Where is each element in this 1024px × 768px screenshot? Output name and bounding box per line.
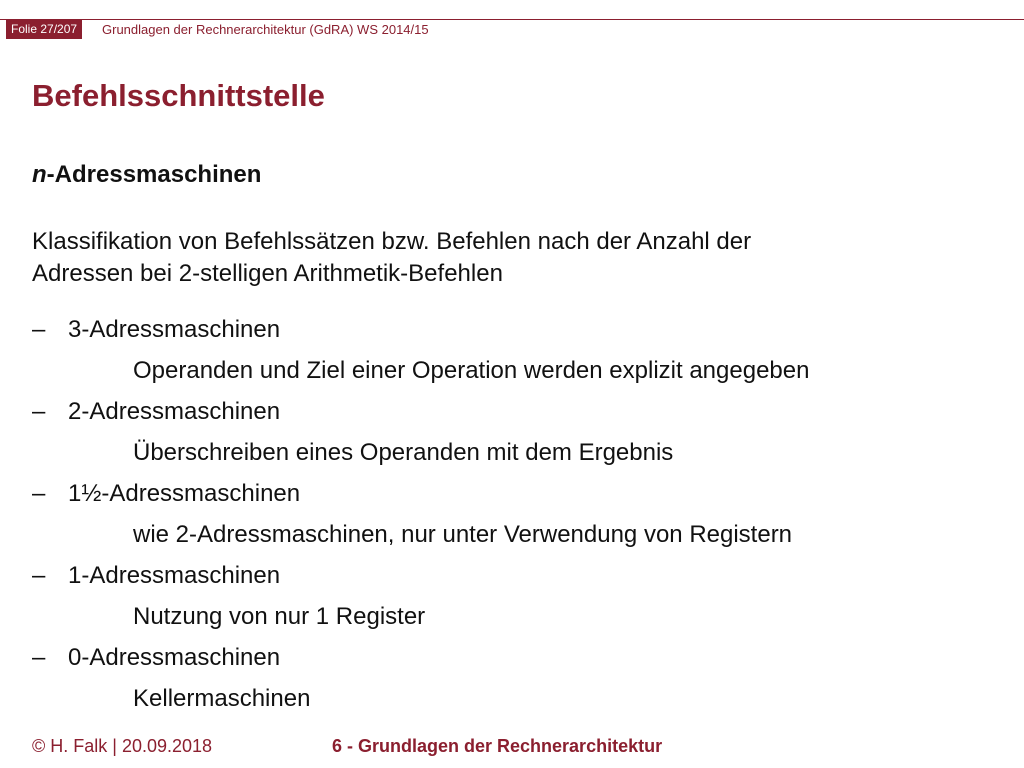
list-item-title	[32, 642, 992, 683]
machine-type-list	[32, 314, 992, 724]
intro-paragraph	[32, 226, 932, 290]
list-item-description: Kellermaschinen	[133, 685, 311, 712]
list-item-description: Operanden und Ziel einer Operation werden explizit angegeben	[133, 357, 810, 384]
course-title: Grundlagen der Rechnerarchitektur (GdRA) WS 2014/15	[102, 22, 429, 37]
header-rule	[0, 19, 1024, 20]
list-item-title	[32, 396, 992, 437]
footer-author-date: © H. Falk | 20.09.2018	[32, 736, 213, 756]
intro-line-2: Adressen bei 2-stelligen Arithmetik-Befehlen	[32, 260, 503, 287]
slide-subheading	[32, 160, 261, 190]
list-bullet-dash: –	[32, 316, 46, 343]
footer-chapter: 6 - Grundlagen der Rechnerarchitektur	[332, 736, 663, 756]
list-item-label: 2-Adressmaschinen	[68, 398, 281, 425]
list-item-1-address	[32, 560, 992, 642]
intro-line-1: Klassifikation von Befehlssätzen bzw. Befehlen nach der Anzahl der	[32, 228, 752, 255]
list-item-label: 3-Adressmaschinen	[68, 316, 281, 343]
list-bullet-dash: –	[32, 562, 46, 589]
list-bullet-dash: –	[32, 644, 46, 671]
page-title: Befehlsschnittstelle	[32, 78, 325, 113]
list-item-1-5-address	[32, 478, 992, 560]
slide-number-badge: Folie 27/207	[6, 19, 82, 39]
list-item-title	[32, 560, 992, 601]
list-item-label: 1½-Adressmaschinen	[68, 480, 301, 507]
list-item-3-address	[32, 314, 992, 396]
list-item-label: 1-Adressmaschinen	[68, 562, 281, 589]
list-item-label: 0-Adressmaschinen	[68, 644, 281, 671]
list-item-0-address	[32, 642, 992, 724]
subheading-variable: n	[32, 161, 47, 188]
list-item-description: wie 2-Adressmaschinen, nur unter Verwendung von Registern	[133, 521, 793, 548]
list-item-2-address	[32, 396, 992, 478]
list-item-title	[32, 314, 992, 355]
list-item-title	[32, 478, 992, 519]
list-item-description: Nutzung von nur 1 Register	[133, 603, 426, 630]
list-bullet-dash: –	[32, 480, 46, 507]
list-bullet-dash: –	[32, 398, 46, 425]
subheading-text: -Adressmaschinen	[46, 161, 262, 188]
list-item-description: Überschreiben eines Operanden mit dem Ergebnis	[133, 439, 674, 466]
